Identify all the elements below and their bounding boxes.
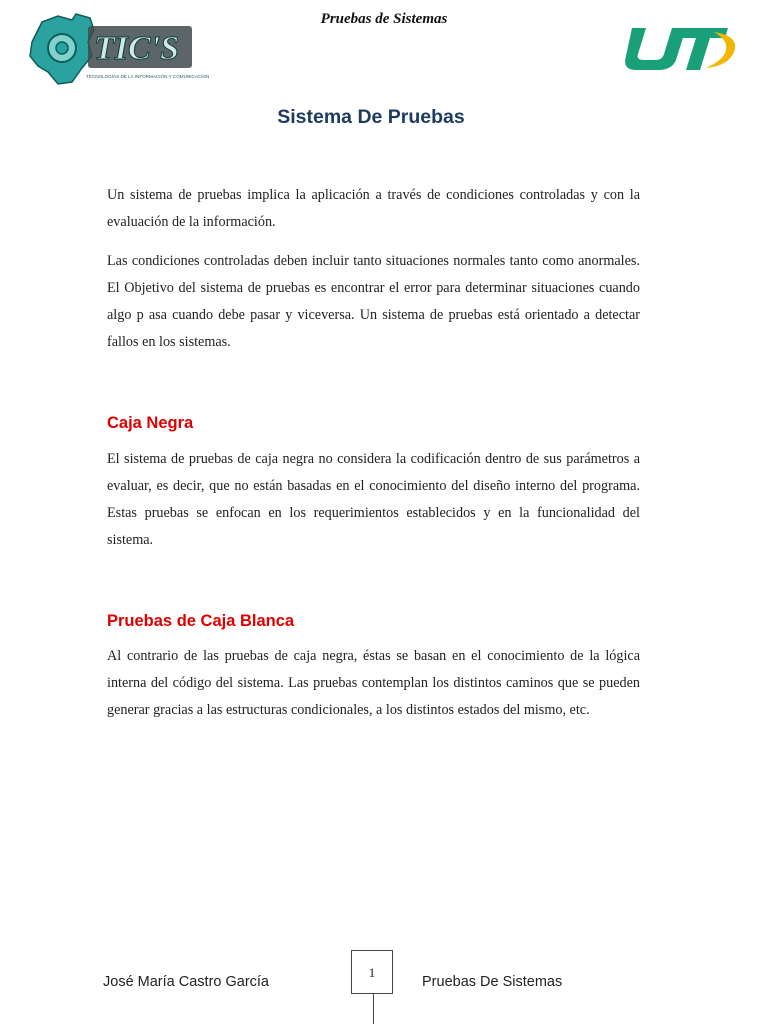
document-title: Sistema De Pruebas bbox=[277, 106, 465, 128]
footer-divider bbox=[373, 994, 374, 1024]
footer-doc-name: Pruebas De Sistemas bbox=[422, 974, 563, 990]
tics-logo-subtitle: TECNOLOGÍAS DE LA INFORMACIÓN Y COMUNICACIÓN bbox=[86, 74, 210, 79]
section-paragraph-caja-blanca: Al contrario de las pruebas de caja negra, éstas se basan en el conocimiento de la lógica interna del código del sistema. Las pruebas contemplan los distintos caminos que se pueden generar gracias a las estructuras condicionales, a los distintos estados del mismo, etc. bbox=[107, 648, 640, 718]
page-number: 1 bbox=[351, 950, 393, 994]
header-title: Pruebas de Sistemas bbox=[320, 11, 448, 27]
tics-logo-text: TIC'S bbox=[94, 30, 180, 67]
intro-paragraph: Las condiciones controladas deben incluir tanto situaciones normales tanto como anormales. El Objetivo del sistema de pruebas es encontrar el error para determinar situaciones cuando algo p asa cuando debe pasar y viceversa. Un sistema de pruebas está orientado a detectar fallos en los sistemas. bbox=[107, 253, 640, 350]
section-heading-caja-negra: Caja Negra bbox=[107, 414, 194, 432]
section-heading-caja-blanca: Pruebas de Caja Blanca bbox=[107, 612, 295, 630]
intro-paragraph: Un sistema de pruebas implica la aplicación a través de condiciones controladas y con la evaluación de la información. bbox=[107, 187, 640, 230]
ut-logo bbox=[622, 22, 740, 74]
footer-author: José María Castro García bbox=[103, 974, 269, 990]
tics-logo bbox=[28, 12, 210, 86]
section-paragraph-caja-negra: El sistema de pruebas de caja negra no considera la codificación dentro de sus parámetros a evaluar, es decir, que no están basadas en el conocimiento del diseño interno del programa. Estas pruebas se enfocan en los requerimientos establecidos y en la funcionalidad del sistema. bbox=[107, 451, 640, 548]
ut-logo-text: UT bbox=[622, 22, 624, 23]
